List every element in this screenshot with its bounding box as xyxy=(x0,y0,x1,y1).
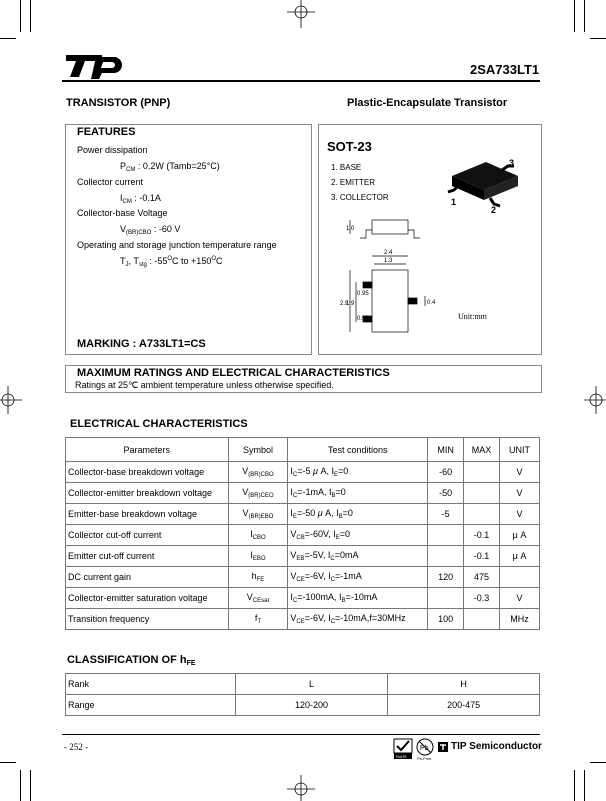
condition-cell: $I_E=-50$ μ A, $I_B=0$ xyxy=(288,504,428,525)
package-description: Plastic-Encapsulate Transistor xyxy=(347,97,508,109)
dim-body-width: 1.3 xyxy=(384,258,393,264)
unit-cell: V xyxy=(500,504,540,525)
pb-free-logo xyxy=(414,737,436,761)
ratings-note: Ratings at 25℃ ambient temperature unless otherwise specified. xyxy=(75,380,334,390)
company-mark-icon xyxy=(438,742,448,752)
package-title: SOT-23 xyxy=(327,139,372,154)
voltage-value: $V_{(BR)CBO}$ : -60 V xyxy=(120,224,181,236)
range-label: Range xyxy=(66,695,236,716)
table-row xyxy=(66,462,540,483)
min-cell: 100 xyxy=(428,609,464,630)
header-parameters: Parameters xyxy=(66,438,229,462)
condition-cell: $V_{CE}=-6V$, $I_C=-10mA,f=30MHz$ xyxy=(288,609,428,630)
symbol-cell: $V_{CEsat}$ xyxy=(228,588,288,609)
pb-text: Pb xyxy=(420,745,429,752)
rank-label: Rank xyxy=(66,674,236,695)
param-cell: Collector-emitter saturation voltage xyxy=(66,588,229,609)
table-header-row xyxy=(66,438,540,462)
sot23-package-illustration xyxy=(440,154,530,214)
temp-label: Operating and storage junction temperature range xyxy=(77,240,277,250)
table-row xyxy=(66,504,540,525)
rank-row xyxy=(66,674,540,695)
unit-cell: V xyxy=(500,483,540,504)
param-cell: DC current gain xyxy=(66,567,229,588)
max-cell: 475 xyxy=(464,567,500,588)
dim-width: 2.4 xyxy=(384,250,393,256)
page-number: - 252 - xyxy=(64,742,88,752)
min-cell xyxy=(428,525,464,546)
symbol-cell: $I_{CBO}$ xyxy=(228,525,288,546)
power-value: $P_{CM}$ : 0.2W (Tamb=25°C) xyxy=(120,161,220,173)
unit-cell xyxy=(500,567,540,588)
unit-cell: V xyxy=(500,588,540,609)
header-min: MIN xyxy=(428,438,464,462)
min-cell xyxy=(428,588,464,609)
company-name: TIP Semiconductor xyxy=(451,741,542,752)
table-row xyxy=(66,525,540,546)
current-label: Collector current xyxy=(77,177,144,187)
electrical-characteristics-table xyxy=(65,437,540,630)
condition-cell: $I_C=-5$ μ A, $I_E=0$ xyxy=(288,462,428,483)
unit-cell: V xyxy=(500,462,540,483)
max-cell: -0.3 xyxy=(464,588,500,609)
rohs-logo xyxy=(393,738,413,760)
pin-number-3: 3 xyxy=(509,158,515,168)
classification-title: CLASSIFICATION OF $h_{FE}$ xyxy=(67,654,196,667)
table-row xyxy=(66,483,540,504)
min-cell: 120 xyxy=(428,567,464,588)
dim-half-pitch-1: 0.95 xyxy=(357,291,369,297)
pin-2-label: 2. EMITTER xyxy=(331,178,376,187)
dim-length: 2.9 xyxy=(340,301,349,307)
table-row xyxy=(66,567,540,588)
pin-number-2: 2 xyxy=(491,205,497,214)
max-cell xyxy=(464,462,500,483)
header-unit: UNIT xyxy=(500,438,540,462)
power-label: Power dissipation xyxy=(77,145,148,155)
header-symbol: Symbol xyxy=(228,438,288,462)
transistor-type: TRANSISTOR (PNP) xyxy=(66,97,171,109)
pin-3-label: 3. COLLECTOR xyxy=(331,193,389,202)
symbol-cell: $h_{FE}$ xyxy=(228,567,288,588)
dim-lead-width: 0.4 xyxy=(427,300,436,306)
features-title: FEATURES xyxy=(77,126,136,138)
param-cell: Emitter-base breakdown voltage xyxy=(66,504,229,525)
unit-cell: MHz xyxy=(500,609,540,630)
table-row xyxy=(66,546,540,567)
max-cell: -0.1 xyxy=(464,525,500,546)
symbol-cell: $V_{(BR)EBO}$ xyxy=(228,504,288,525)
condition-cell: $I_C=-100mA$, $I_B=-10mA$ xyxy=(288,588,428,609)
rohs-text: RoHS xyxy=(396,754,407,759)
symbol-cell: $V_{(BR)CBO}$ xyxy=(228,462,288,483)
min-cell: -60 xyxy=(428,462,464,483)
condition-cell: $V_{CB}=-60V$, $I_E=0$ xyxy=(288,525,428,546)
symbol-cell: $V_{(BR)CEO}$ xyxy=(228,483,288,504)
dim-pitch: 1.9 xyxy=(346,301,355,307)
range-h: 200-475 xyxy=(388,695,540,716)
pin-list xyxy=(331,160,389,205)
marking: MARKING : A733LT1=CS xyxy=(77,338,206,350)
symbol-cell: $I_{EBO}$ xyxy=(228,546,288,567)
voltage-label: Collector-base Voltage xyxy=(77,208,168,218)
symbol-cell: $f_T$ xyxy=(228,609,288,630)
pin-1-label: 1. BASE xyxy=(331,163,362,172)
unit-cell: μ A xyxy=(500,525,540,546)
pin-number-1: 1 xyxy=(451,197,457,207)
param-cell: Transition frequency xyxy=(66,609,229,630)
footer-rule xyxy=(62,734,540,735)
param-cell: Collector-base breakdown voltage xyxy=(66,462,229,483)
condition-cell: $I_C=-1mA$, $I_B=0$ xyxy=(288,483,428,504)
unit-label: Unit:mm xyxy=(458,312,487,321)
classification-table xyxy=(65,673,540,716)
dim-height: 1.0 xyxy=(346,226,355,232)
max-cell xyxy=(464,504,500,525)
tip-logo xyxy=(66,52,128,80)
header-max: MAX xyxy=(464,438,500,462)
header-rule xyxy=(62,80,540,82)
dim-half-pitch-2: 0.95 xyxy=(357,316,369,322)
rank-h: H xyxy=(388,674,540,695)
condition-cell: $V_{CE}=-6V$, $I_C=-1mA$ xyxy=(288,567,428,588)
table-row xyxy=(66,609,540,630)
temp-value: $T_J$, $T_{stg}$ : $-55^OC$ to $+150^OC$ xyxy=(120,256,223,268)
package-dimension-drawing xyxy=(330,210,510,350)
range-l: 120-200 xyxy=(235,695,388,716)
min-cell: -5 xyxy=(428,504,464,525)
unit-cell: μ A xyxy=(500,546,540,567)
table-row xyxy=(66,588,540,609)
condition-cell: $V_{EB}=-5V$, $I_C=0mA$ xyxy=(288,546,428,567)
max-cell xyxy=(464,609,500,630)
max-cell: -0.1 xyxy=(464,546,500,567)
param-cell: Collector cut-off current xyxy=(66,525,229,546)
param-cell: Emitter cut-off current xyxy=(66,546,229,567)
range-row xyxy=(66,695,540,716)
part-number: 2SA733LT1 xyxy=(470,62,540,77)
current-value: $I_{CM}$ : -0.1A xyxy=(120,193,161,205)
header-test-conditions: Test conditions xyxy=(288,438,428,462)
rank-l: L xyxy=(235,674,388,695)
pb-free-text: Pb-Free xyxy=(417,756,432,761)
ratings-title: MAXIMUM RATINGS AND ELECTRICAL CHARACTERISTICS xyxy=(77,367,390,379)
max-cell xyxy=(464,483,500,504)
elec-title: ELECTRICAL CHARACTERISTICS xyxy=(70,418,248,430)
min-cell: -50 xyxy=(428,483,464,504)
min-cell xyxy=(428,546,464,567)
param-cell: Collector-emitter breakdown voltage xyxy=(66,483,229,504)
